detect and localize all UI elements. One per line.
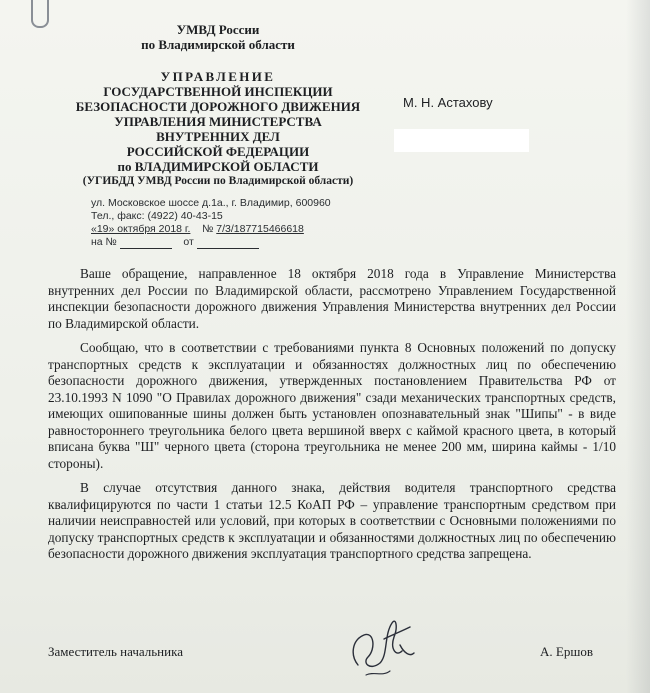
letterhead-line: по ВЛАДИМИРСКОЙ ОБЛАСТИ <box>117 159 319 174</box>
letterhead-line: УПРАВЛЕНИЯ МИНИСТЕРСТВА <box>114 114 322 129</box>
paper-clip <box>31 0 49 28</box>
letterhead-line: ВНУТРЕННИХ ДЕЛ <box>156 129 280 144</box>
letter-number: 7/3/187715466618 <box>216 223 304 235</box>
reference-from-label: от <box>183 236 194 248</box>
letterhead-line: УПРАВЛЕНИЕ <box>160 69 276 84</box>
body-paragraph: Сообщаю, что в соответствии с требованиями пункта 8 Основных положений по допуску транспортных средств к эксплуатации и обязанностях должностных лиц по обеспечению безопасности дорожного движения, утвержденных постановлением Правительства РФ от 23.10.1993 N 1090 "О Правилах дорожного движения" сзади механических транспортных средств, имеющих ошипованные шины должен быть установлен опознавательный знак "Шипы" - в виде равностороннего треугольника белого цвета вершиной вверх с каймой красного цвета, в который вписана буква "Ш" черного цвета (сторона треугольника не менее 200 мм, ширина каймы - 1/10 стороны). <box>48 340 616 471</box>
signatory-position: Заместитель начальника <box>48 644 183 659</box>
letterhead <box>58 22 378 189</box>
address-block <box>91 197 331 249</box>
letterhead-line: УМВД России <box>176 22 260 37</box>
street-address: ул. Московское шоссе д.1а., г. Владимир, 600960 <box>91 197 331 209</box>
body-paragraph: В случае отсутствия данного знака, действия водителя транспортного средства квалифицируются по части 1 статьи 12.5 КоАП РФ – управление транспортным средством при наличии неисправностей или условий, при которых в соответствии с Основными положениями по допуску транспортных средств к эксплуатации и обязанностями должностных лиц по обеспечению безопасности дорожного движения эксплуатация транспортного средства запрещена. <box>48 480 616 561</box>
letter-body <box>48 266 616 571</box>
letterhead-line: по Владимирской области <box>141 37 295 52</box>
letterhead-line: РОССИЙСКОЙ ФЕДЕРАЦИИ <box>126 144 310 159</box>
letter-date: «19» октября 2018 г. <box>91 223 191 235</box>
letterhead-line: БЕЗОПАСНОСТИ ДОРОЖНОГО ДВИЖЕНИЯ <box>75 99 361 114</box>
phone-fax: Тел., факс: (4922) 40-43-15 <box>91 210 223 222</box>
recipient-name: М. Н. Астахову <box>403 95 493 110</box>
redacted-address <box>394 129 529 152</box>
signatory-name: А. Ершов <box>540 644 593 659</box>
letterhead-line: ГОСУДАРСТВЕННОЙ ИНСПЕКЦИИ <box>103 84 333 99</box>
reference-label: на № <box>91 236 117 248</box>
page-edge-shadow <box>626 0 650 693</box>
handwritten-signature <box>340 605 420 685</box>
body-paragraph: Ваше обращение, направленное 18 октября 2018 года в Управление Министерства внутренних дел России по Владимирской области, рассмотрено Управлением Государственной инспекции безопасности дорожного движения Управления Министерства внутренних дел России по Владимирской области. <box>48 266 616 331</box>
letter-number-label: № <box>202 223 214 235</box>
letterhead-abbreviation: (УГИБДД УМВД России по Владимирской области) <box>82 175 354 187</box>
reference-date-blank <box>197 237 259 249</box>
reference-number-blank <box>120 237 172 249</box>
